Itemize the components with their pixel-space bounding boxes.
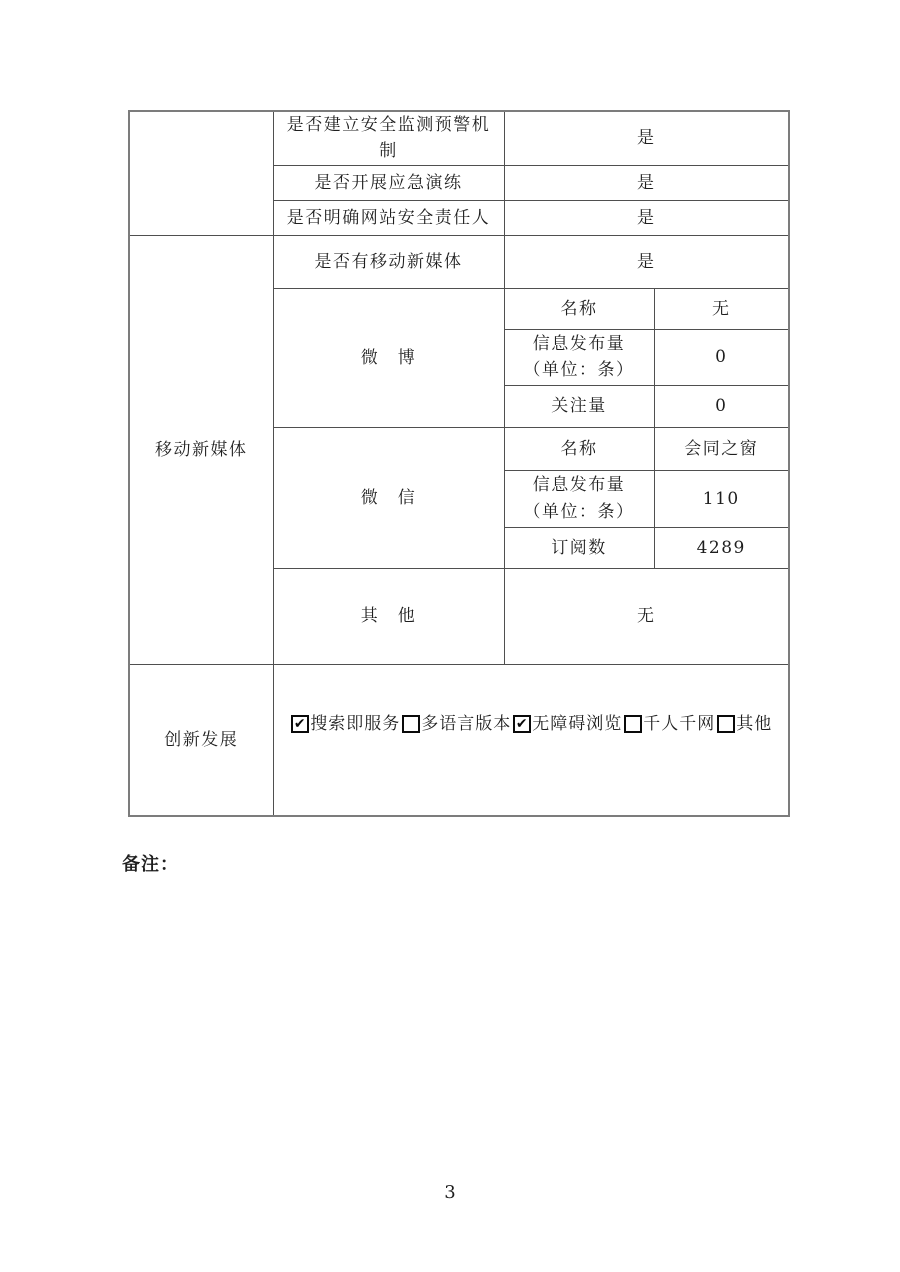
answer-cell: 是 [504, 111, 789, 165]
other-media-label-cell: 其 他 [273, 568, 504, 664]
checkbox-option-label: 其他 [736, 714, 773, 735]
innovation-options-cell [273, 664, 789, 816]
table-row [129, 111, 789, 165]
checkbox-option-line [289, 711, 772, 737]
checkbox-option-label: 多语言版本 [421, 714, 512, 735]
checkbox-option-label: 千人千网 [643, 714, 716, 735]
table-row [129, 664, 789, 816]
field-label-line1: 信息发布量 [532, 333, 626, 354]
answer-cell: 无 [504, 568, 789, 664]
checkbox-unchecked-icon [402, 715, 420, 733]
checkbox-option-label: 无障碍浏览 [532, 714, 623, 735]
question-cell: 是否明确网站安全责任人 [273, 200, 504, 235]
section-header-cell-empty [129, 111, 273, 235]
checkbox-checked-icon: ✔ [291, 715, 309, 733]
field-label-cell: 名称 [504, 288, 654, 329]
wechat-group-cell: 微 信 [273, 427, 504, 568]
checkbox-unchecked-icon [624, 715, 642, 733]
field-label-cell: 名称 [504, 427, 654, 470]
answer-cell: 是 [504, 235, 789, 288]
section-header-innovation: 创新发展 [129, 664, 273, 816]
answer-cell: 是 [504, 165, 789, 200]
notes-label: 备注： [122, 854, 179, 875]
field-value-cell: 无 [654, 288, 789, 329]
field-value-cell: 4289 [654, 527, 789, 568]
question-cell: 是否开展应急演练 [273, 165, 504, 200]
annual-report-table [128, 110, 790, 817]
answer-cell: 是 [504, 200, 789, 235]
field-label-line1: 信息发布量 [532, 475, 626, 496]
weibo-group-cell: 微 博 [273, 288, 504, 427]
question-cell: 是否有移动新媒体 [273, 235, 504, 288]
field-value-cell: 会同之窗 [654, 427, 789, 470]
checkbox-checked-icon: ✔ [513, 715, 531, 733]
field-label-cell [504, 329, 654, 385]
table-row [129, 235, 789, 288]
field-value-cell: 110 [654, 470, 789, 527]
field-value-cell: 0 [654, 329, 789, 385]
field-label-cell [504, 470, 654, 527]
field-label-cell: 关注量 [504, 385, 654, 427]
field-value-cell: 0 [654, 385, 789, 427]
field-label-cell: 订阅数 [504, 527, 654, 568]
field-label-line2: （单位：条） [523, 360, 635, 381]
question-cell: 是否建立安全监测预警机制 [273, 111, 504, 165]
section-header-mobile-media: 移动新媒体 [129, 235, 273, 664]
field-label-line2: （单位：条） [523, 501, 635, 522]
page-number: 3 [444, 1182, 456, 1203]
checkbox-unchecked-icon [717, 715, 735, 733]
checkbox-option-label: 搜索即服务 [310, 714, 401, 735]
